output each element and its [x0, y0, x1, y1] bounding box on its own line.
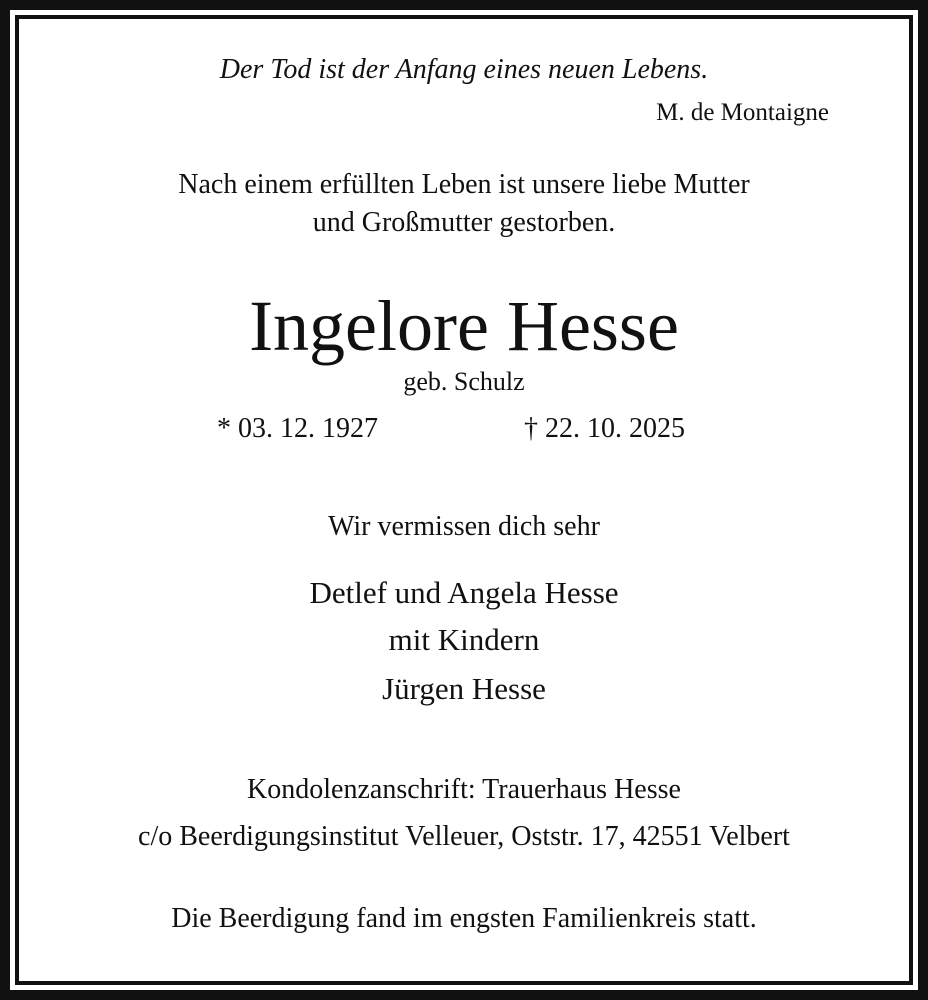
farewell-message: Wir vermissen dich sehr: [328, 511, 600, 542]
funeral-note: Die Beerdigung fand im engsten Familienkreis statt.: [171, 903, 757, 934]
family-line-3: Jürgen Hesse: [382, 671, 546, 706]
quote-author: M. de Montaigne: [656, 99, 829, 126]
intro-line-1: Nach einem erfüllten Leben ist unsere liebe Mutter: [178, 169, 750, 200]
life-dates: [0, 415, 928, 447]
family-line-1: Detlef und Angela Hesse: [309, 575, 619, 610]
maiden-name: geb. Schulz: [403, 367, 525, 396]
condolence-address-line-1: Kondolenzanschrift: Trauerhaus Hesse: [247, 774, 681, 805]
death-date: † 22. 10. 2025: [524, 413, 685, 444]
condolence-address-line-2: c/o Beerdigungsinstitut Velleuer, Oststr. 17, 42551 Velbert: [138, 821, 790, 852]
birth-date: * 03. 12. 1927: [217, 413, 378, 444]
deceased-name: Ingelore Hesse: [249, 286, 679, 366]
quote-text: Der Tod ist der Anfang eines neuen Lebens.: [219, 54, 709, 85]
intro-line-2: und Großmutter gestorben.: [312, 207, 616, 238]
family-line-2: mit Kindern: [388, 622, 540, 657]
